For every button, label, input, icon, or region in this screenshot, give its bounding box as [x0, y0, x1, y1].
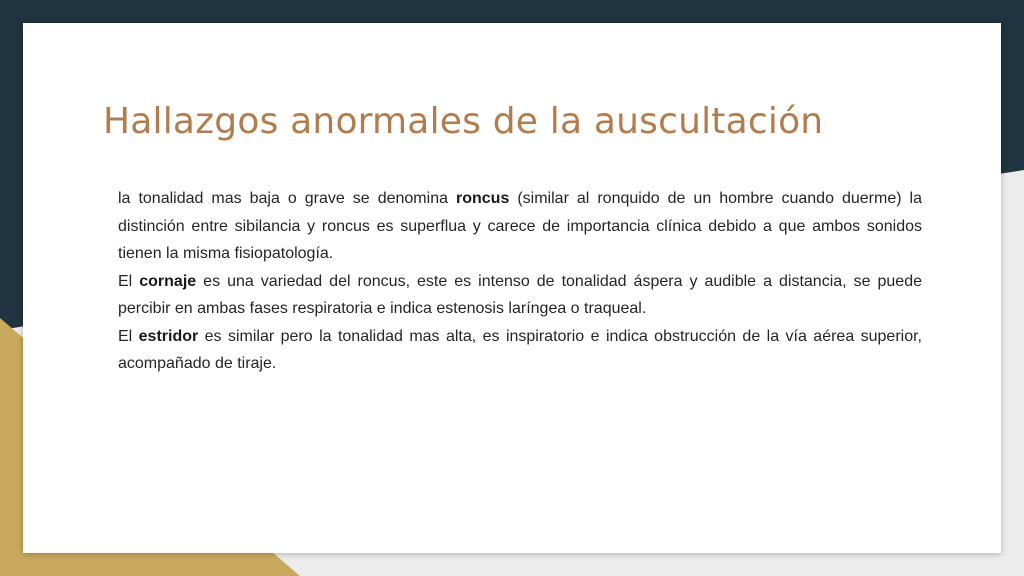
- slide-title: Hallazgos anormales de la auscultación: [103, 101, 824, 142]
- paragraph-cornaje: [118, 268, 922, 323]
- paragraph-text: es una variedad del roncus, este es intenso de tonalidad áspera y audible a distancia, se puede percibir en ambas fases respiratoria e indica estenosis laríngea o traqueal.: [118, 272, 923, 317]
- term-roncus: roncus: [456, 190, 510, 207]
- paragraph-text: (similar al ronquido de un hombre cuando duerme) la distinción entre sibilancia y roncus es superflua y carece de importancia clínica debido a que ambos sonidos tienen la misma fisiopatología.: [118, 190, 923, 262]
- term-estridor: estridor: [138, 327, 199, 345]
- paragraph-estridor: [118, 323, 922, 378]
- paragraph-roncus: [118, 185, 922, 268]
- paragraph-text: El: [118, 272, 140, 290]
- slide-body: [118, 185, 922, 378]
- paragraph-text: El: [118, 327, 139, 345]
- paragraph-text: es similar pero la tonalidad mas alta, es inspiratorio e indica obstrucción de la vía aérea superior, acompañado de tiraje.: [118, 327, 923, 372]
- paragraph-text: la tonalidad mas baja o grave se denomina: [118, 190, 456, 207]
- term-cornaje: cornaje: [139, 272, 197, 290]
- slide-card: [23, 23, 1001, 553]
